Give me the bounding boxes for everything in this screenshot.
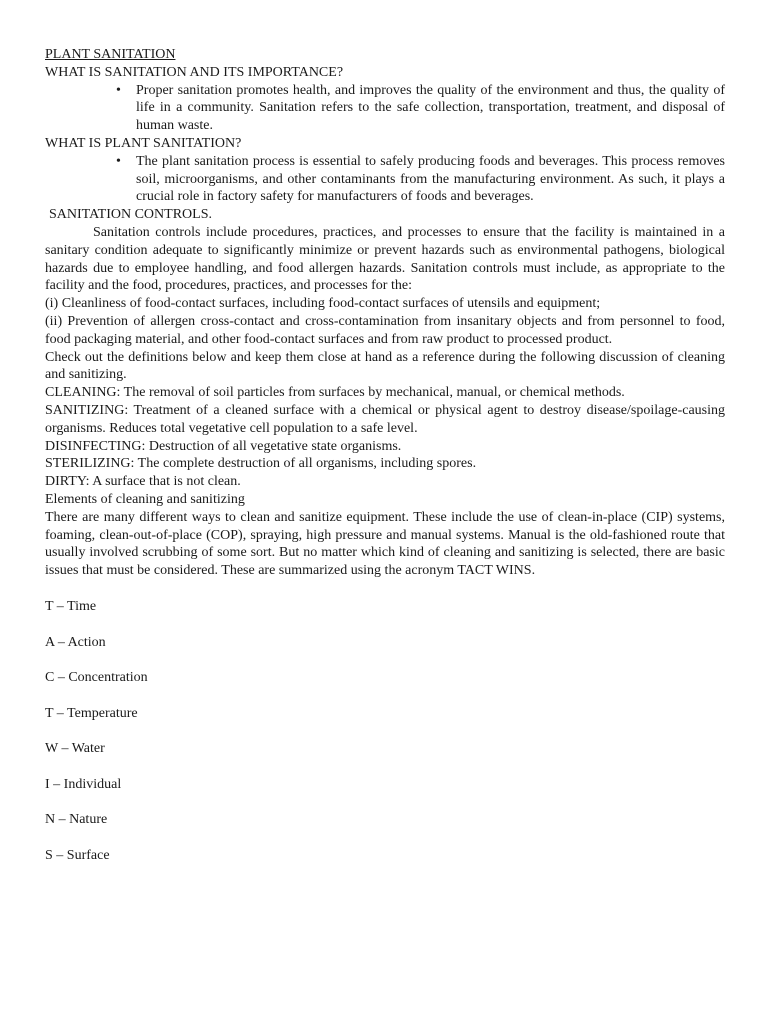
- definitions-intro: Check out the definitions below and keep them close at hand as a reference during the following discussion of cleaning and sanitizing.: [45, 349, 725, 383]
- controls-item-i: (i) Cleanliness of food-contact surfaces, including food-contact surfaces of utensils and equipment;: [45, 296, 601, 312]
- acronym-item-temperature: T – Temperature: [45, 705, 138, 721]
- heading-sanitation-importance: WHAT IS SANITATION AND ITS IMPORTANCE?: [45, 64, 344, 80]
- acronym-item-individual: I – Individual: [45, 776, 122, 792]
- paragraph-sanitation-controls: Sanitation controls include procedures, practices, and processes to ensure that the facility is maintained in a sanitary condition adequate to significantly minimize or prevent hazards such as environmental pathogens, biological hazards due to employee handling, and food allergen hazards. Sanitation controls must include, as appropriate to the facility and the food, procedures, practices, and processes for the:: [45, 224, 725, 294]
- heading-plant-sanitation: WHAT IS PLANT SANITATION?: [45, 135, 242, 151]
- definition-disinfecting: DISINFECTING: Destruction of all vegetative state organisms.: [45, 438, 402, 454]
- document-body: [45, 46, 725, 883]
- bullet-item-plant-sanitation: • The plant sanitation process is essential to safely producing foods and beverages. This process removes soil, microorganisms, and other contaminants from the manufacturing environment. As such, it plays a crucial role in factory safety for manufacturers of foods and beverages.: [136, 153, 725, 206]
- bullet-item-importance: • Proper sanitation promotes health, and improves the quality of the environment and thus, the quality of life in a community. Sanitation refers to the safe collection, transportation, treatment, and disposal of human waste.: [136, 82, 725, 135]
- definition-dirty: DIRTY: A surface that is not clean.: [45, 474, 241, 490]
- acronym-item-time: T – Time: [45, 598, 97, 614]
- bullet-list-importance: [45, 82, 725, 135]
- paragraph-elements: There are many different ways to clean and sanitize equipment. These include the use of clean-in-place (CIP) systems, foaming, clean-out-of-place (COP), spraying, high pressure and manual systems. Manual is the old-fashioned route that usually involved scrubbing of some sort. But no matter which kind of cleaning and sanitizing is selected, there are basic issues that must be considered. These are summarized using the acronym TACT WINS.: [45, 509, 725, 579]
- heading-elements: Elements of cleaning and sanitizing: [45, 491, 245, 507]
- heading-sanitation-controls: SANITATION CONTROLS.: [49, 207, 212, 223]
- acronym-item-surface: S – Surface: [45, 848, 110, 864]
- acronym-list: [45, 598, 725, 865]
- acronym-item-concentration: C – Concentration: [45, 670, 148, 686]
- acronym-item-action: A – Action: [45, 634, 106, 650]
- definition-sterilizing: STERILIZING: The complete destruction of all organisms, including spores.: [45, 456, 477, 472]
- acronym-item-nature: N – Nature: [45, 812, 108, 828]
- controls-item-ii: (ii) Prevention of allergen cross-contact and cross-contamination from insanitary objects and from personnel to food, food packaging material, and other food-contact surfaces and from raw product to processed product.: [45, 313, 725, 347]
- document-title: PLANT SANITATION: [45, 47, 176, 62]
- bullet-list-plant-sanitation: [45, 153, 725, 206]
- definition-cleaning: CLEANING: The removal of soil particles from surfaces by mechanical, manual, or chemical methods.: [45, 385, 625, 401]
- acronym-item-water: W – Water: [45, 741, 105, 757]
- definition-sanitizing: SANITIZING: Treatment of a cleaned surface with a chemical or physical agent to destroy disease/spoilage-causing organisms. Reduces total vegetative cell population to a safe level.: [45, 402, 725, 436]
